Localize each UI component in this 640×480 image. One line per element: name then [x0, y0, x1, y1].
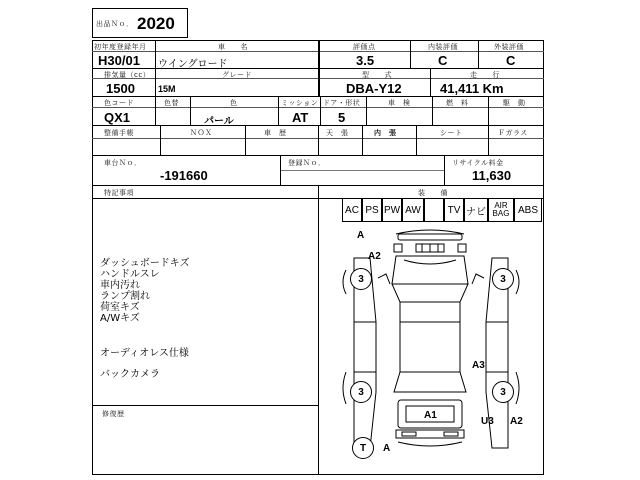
color-code-value: QX1 [104, 110, 131, 125]
recycle-label: リサイクル料金 [452, 159, 504, 167]
displacement-value: 1500 [106, 81, 135, 96]
car-name-label: 車 名 [218, 43, 248, 51]
interior-value: C [438, 53, 448, 68]
interior-label: 内装評価 [428, 43, 458, 51]
equip-blank [424, 198, 444, 222]
notes-label: 特記事項 [104, 189, 134, 197]
model-label: 型 式 [362, 71, 392, 79]
note-extra: バックカメラ [100, 369, 160, 380]
mark-rear-center: A1 [424, 410, 437, 421]
wheel-fl-mark: 3 [350, 268, 372, 290]
wheel-fr-mark: 3 [492, 268, 514, 290]
note-line: 車内汚れ [100, 280, 140, 291]
mission-value: AT [292, 110, 309, 125]
equip-airbag [488, 198, 514, 222]
model-value: DBA-Y12 [346, 81, 402, 96]
note-line: ランプ割れ [100, 291, 150, 302]
wheel-rr-mark: 3 [492, 381, 514, 403]
equip-ac: AC [342, 198, 362, 222]
chassis-value: -191660 [160, 168, 208, 183]
car-diagram [318, 222, 544, 475]
reg-label: 登録Ｎｏ． [288, 159, 326, 167]
equip-tv: TV [444, 198, 464, 222]
equip-ps: PS [362, 198, 382, 222]
mark-front-left: A2 [368, 251, 381, 262]
note-line: ダッシュボードキズ [100, 258, 190, 269]
color-code-label: 色コード [104, 99, 134, 107]
equip-aw: AW [402, 198, 424, 222]
car-name-value: ウイングロード [158, 59, 228, 70]
displacement-label: 排気量（cc） [104, 71, 151, 79]
mileage-label: 走 行 [470, 71, 500, 79]
mark-tire-a: A [383, 443, 391, 454]
manual-label: 整備手帳 [104, 129, 134, 137]
mission-label: ミッション [281, 99, 319, 107]
equip-airbag-top: AIR [494, 201, 508, 210]
repair-label: 修復歴 [102, 410, 125, 418]
capacity-label: 車 検 [388, 99, 411, 107]
score-label: 評価点 [353, 43, 376, 51]
mark-rear-u3: U3 [481, 416, 494, 427]
fuel-label: 燃 料 [446, 99, 469, 107]
mileage-value: 41,411 Km [440, 81, 504, 96]
nox-label: ＮＯＸ [190, 129, 213, 137]
equipment-label: 装 備 [418, 189, 448, 197]
year-value: H30/01 [98, 53, 140, 68]
mark-rear-a2: A2 [510, 416, 523, 427]
lot-number-value: 2020 [137, 14, 175, 33]
seat-label: シート [440, 129, 463, 137]
ceiling-label: 天 張 [326, 129, 349, 137]
color-value: パール [204, 116, 234, 127]
inner-label: 内 張 [374, 129, 397, 137]
chassis-label: 車台Ｎｏ． [104, 159, 142, 167]
score-value: 3.5 [356, 53, 375, 68]
mark-side-right: A3 [472, 360, 485, 371]
color-type-label: 色替 [164, 99, 179, 107]
glass-label: Ｆガラス [498, 129, 528, 137]
equip-abs: ABS [514, 198, 542, 222]
doors-value: 5 [338, 110, 346, 125]
year-label: 初年度登録年月 [94, 43, 147, 51]
note-line: 荷室キズ [100, 302, 140, 313]
equip-navi: ナビ [464, 198, 488, 222]
tire-mark: T [352, 437, 374, 459]
note-line: A/Wキズ [100, 313, 140, 324]
drive-label: 駆 動 [503, 99, 526, 107]
equip-pw: PW [382, 198, 402, 222]
exterior-value: C [506, 53, 516, 68]
doors-label: ドア・形状 [323, 99, 361, 107]
grade-label: グレード [222, 71, 252, 79]
note-line: ハンドルスレ [100, 269, 160, 280]
color-label: 色 [230, 99, 238, 107]
grade-value: 15M [158, 84, 176, 94]
exterior-label: 外装評価 [494, 43, 524, 51]
history-label: 車 歴 [264, 129, 287, 137]
wheel-rl-mark: 3 [350, 381, 372, 403]
recycle-value: 11,630 [472, 168, 512, 183]
equip-airbag-bottom: BAG [492, 209, 510, 218]
note-extra: オーディオレス仕様 [100, 348, 189, 359]
lot-number-label: 出品Ｎｏ． [96, 20, 134, 28]
mark-front-top: A [357, 230, 365, 241]
lot-number-box [92, 8, 188, 38]
